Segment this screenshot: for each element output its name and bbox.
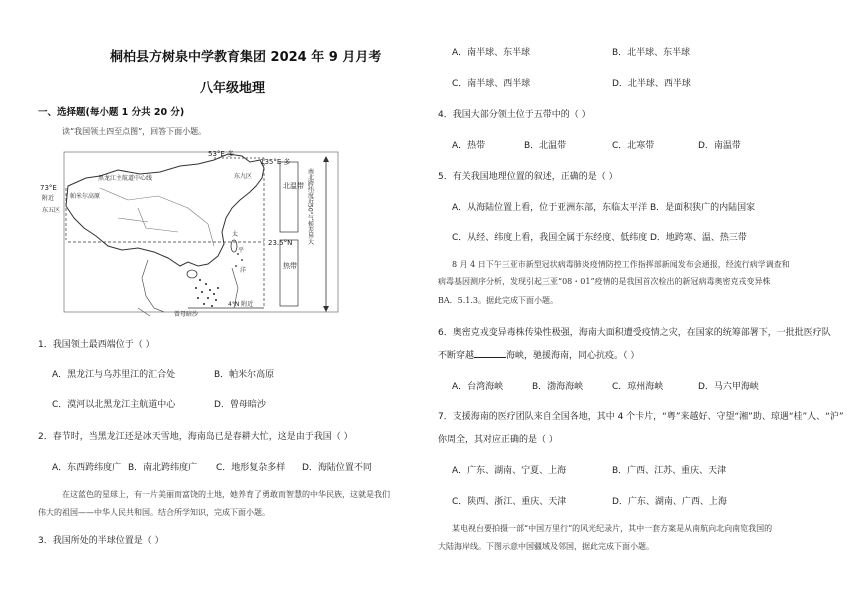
question-7-stem-1: 7．支援海南的医疗团队来自全国各地，其中 4 个卡片，“粤”来越好、守望“湘”助、琼遇“桂”人、“沪” (438, 412, 844, 422)
label-ocean-3: 洋 (240, 267, 247, 274)
q5-option-b[interactable]: B．是面积狭广的内陆国家 (650, 203, 756, 213)
label-23n: 23.5°N (268, 239, 293, 247)
q4-option-a[interactable]: A．热带 (452, 141, 486, 151)
passage-1-line-1: 在这蓝色的星球上，有一片美丽而富饶的土地，她养育了勇敢而智慧的中华民族，这就是我们 (62, 490, 390, 499)
span-arrow-down (323, 306, 329, 312)
label-heilong: 黑龙江主航道中心线 (98, 175, 153, 182)
q2-option-b[interactable]: B．南北跨纬度广 (128, 463, 198, 473)
q3-option-a[interactable]: A．南半球、东半球 (452, 48, 531, 58)
q6-option-a[interactable]: A．台湾海峡 (452, 382, 504, 392)
question-6-stem-1: 6．奥密克戎变异毒株传染性极强，海南大面积遭受疫情之灾，在国家的统筹部署下，一批批医疗队 (438, 328, 831, 338)
label-73e: 73°E (40, 184, 57, 192)
q5-option-c[interactable]: C．从经、纬度上看，我国全属于东经度、低纬度 (452, 233, 648, 243)
south-sea-islands (195, 279, 219, 307)
passage-1-line-2: 伟大的祖国——中华人民共和国。结合所学知识，完成下面小题。 (38, 508, 270, 517)
q1-option-c[interactable]: C．漠河以北黑龙江主航道中心 (52, 400, 176, 410)
label-73e-near: 附近 (42, 195, 55, 202)
question-6-stem-2 (438, 348, 639, 361)
q2-option-c[interactable]: C．地形复杂多样 (216, 463, 286, 473)
section-intro: 读“我国领土四至点图”，回答下面小题。 (62, 127, 207, 136)
zone-box-north (280, 162, 298, 232)
q2-option-a[interactable]: A．东西跨纬度广 (52, 463, 122, 473)
q7-option-a[interactable]: A．广东、湖南、宁夏、上海 (452, 466, 567, 476)
passage-2-line-3: BA．5.1.3。据此完成下面小题。 (438, 296, 559, 305)
label-span: 南北跨纬度近50°气候差异大 (306, 168, 314, 245)
q6-blank[interactable] (474, 348, 506, 358)
q1-option-b[interactable]: B．帕米尔高原 (214, 370, 275, 380)
exam-subtitle: 八年级地理 (200, 81, 266, 96)
question-7-stem-2: 你周全，其对应正确的是（ ） (438, 435, 558, 445)
label-ocean-1: 太 (232, 231, 239, 238)
passage-3-line-1: 某电视台要拍摄一部“中国万里行”的风光纪录片，其中一套方案是从南航向北向南览我国的 (452, 524, 773, 533)
passage-3-line-2: 大陆海岸线。下图示意中国疆域及邻国，据此完成下面小题。 (438, 542, 654, 551)
q7-option-b[interactable]: B．广西、江苏、重庆、天津 (612, 466, 727, 476)
q6-option-c[interactable]: C．琼州海峡 (612, 382, 664, 392)
q5-option-a[interactable]: A．从海陆位置上看，位于亚洲东部，东临太平洋 (452, 203, 648, 213)
label-53n: 53°E 多 (208, 150, 235, 158)
q4-option-d[interactable]: D．南温带 (698, 141, 741, 151)
se-asia-coast (138, 260, 238, 316)
label-pamir: 帕米尔高原 (70, 193, 101, 200)
q6-option-d[interactable]: D．马六甲海峡 (698, 382, 759, 392)
q4-option-c[interactable]: C．北寒带 (612, 141, 655, 151)
china-outline (66, 154, 264, 266)
china-extremities-map (38, 148, 340, 318)
q4-option-b[interactable]: B．北温带 (524, 141, 567, 151)
q2-option-d[interactable]: D．海陆位置不同 (302, 463, 372, 473)
label-zengmu: 曾母暗沙 (174, 311, 199, 318)
passage-2-line-1: 8 月 4 日下午三亚市新型冠状病毒肺炎疫情防控工作指挥部新闻发布会通报，经流行病学调查和 (452, 260, 790, 269)
question-1-stem: 1．我国领土最西端位于（ ） (38, 340, 155, 350)
q7-option-d[interactable]: D．广东、湖南、广西、上海 (612, 497, 727, 507)
internal-borders (100, 188, 214, 246)
q7-option-c[interactable]: C．陕西、浙江、重庆、天津 (452, 497, 567, 507)
q6-option-b[interactable]: B．渤海海峡 (532, 382, 584, 392)
hainan-island (187, 270, 197, 278)
question-3-stem: 3．我国所处的半球位置是（ ） (38, 536, 164, 546)
exam-title: 桐柏县方树泉中学教育集团 2024 年 9 月月考 (110, 50, 382, 65)
label-tropical: 热带 (283, 262, 297, 270)
question-5-stem: 5．有关我国地理位置的叙述，正确的是（ ） (438, 172, 618, 182)
q3-option-d[interactable]: D．北半球、西半球 (612, 79, 691, 89)
islands-east (235, 253, 243, 267)
zone-box-trop (280, 240, 298, 306)
label-135e: 135°E 多 (260, 158, 291, 166)
label-4n: 4°N 附近 (228, 301, 254, 308)
question-2-stem: 2．春节时，当黑龙江还是冰天雪地，海南岛已是春耕大忙，这是由于我国（ ） (38, 432, 353, 442)
q6-stem-part-1: 不断穿越 (438, 351, 475, 361)
label-ocean-2: 平 (238, 247, 245, 254)
section-heading: 一、选择题(每小题 1 分共 20 分) (38, 107, 185, 118)
question-4-stem: 4．我国大部分领土位于五带中的（ ） (438, 110, 591, 120)
label-east-nine: 东九区 (234, 173, 253, 180)
span-arrow-up (323, 156, 329, 162)
label-north-temperate: 北温带 (283, 182, 304, 190)
label-east-five: 东五区 (42, 207, 61, 214)
q1-option-a[interactable]: A．黑龙江与乌苏里江的汇合处 (52, 370, 176, 380)
passage-2-line-2: 病毒基因测序分析，发现引起三亚“08・01”疫情的是我国首次检出的新冠病毒奥密克戎变异株 (438, 277, 771, 286)
q6-stem-part-2: 海峡，驰援海南，同心抗疫。（ ） (506, 351, 640, 361)
q3-option-c[interactable]: C．南半球、西半球 (452, 79, 531, 89)
q3-option-b[interactable]: B．北半球、东半球 (612, 48, 691, 58)
q1-option-d[interactable]: D．曾母暗沙 (214, 400, 266, 410)
q5-option-d[interactable]: D．地跨寒、温、热三带 (650, 233, 747, 243)
